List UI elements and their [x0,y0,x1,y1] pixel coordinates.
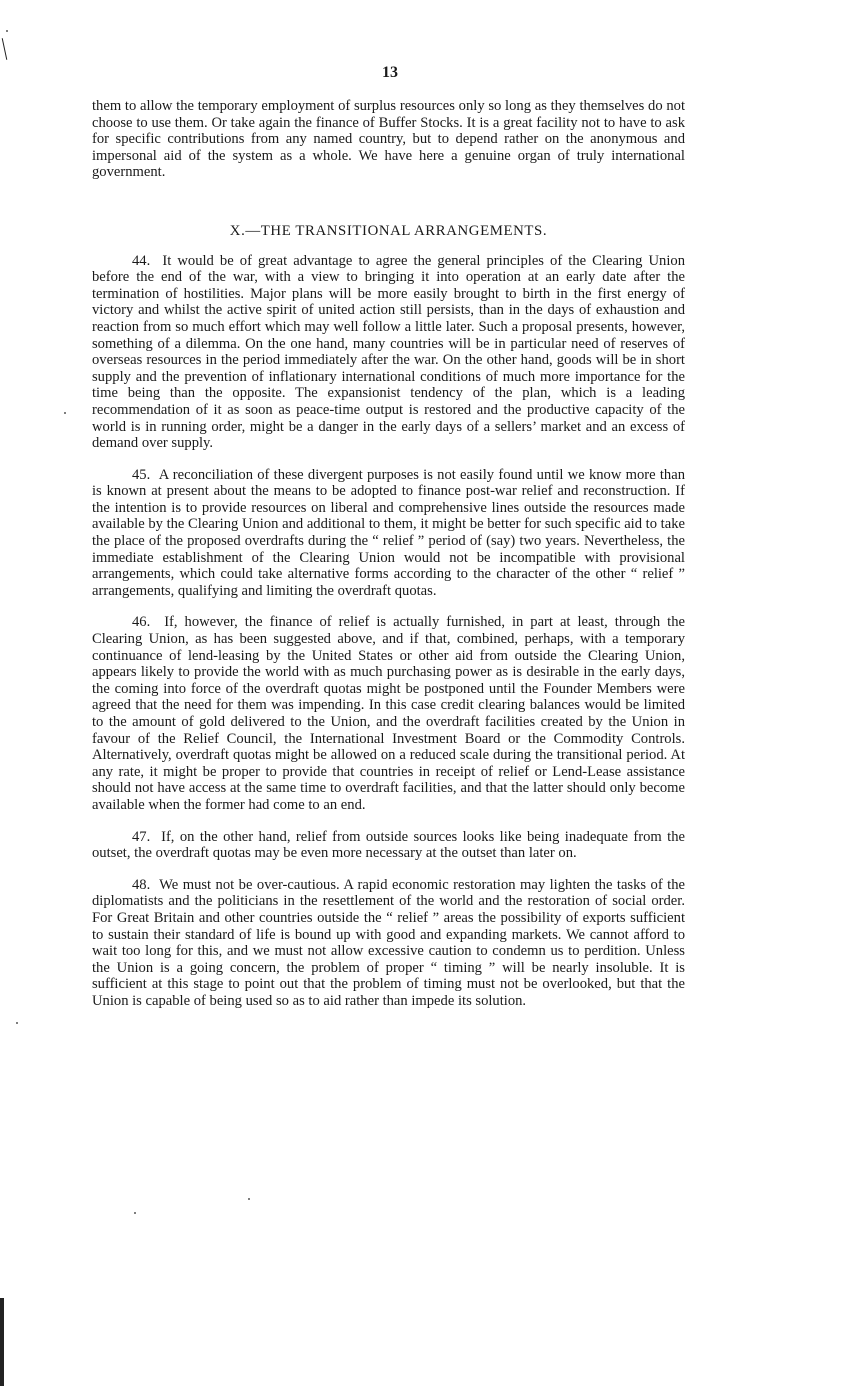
paragraph-number: 45. [132,466,151,483]
paragraph-45 [92,467,685,600]
paragraph-text: We must not be over-cautious. A rapid economic restoration may lighten the tasks of the diplomatists and the politicians in the resettlement of the world and the restoration of social order. For Great Britain and other countries outside the “ relief ” areas the possibility of exports sufficient to sustain their standard of life is bound up with good and expanding markets. We cannot afford to wait too long for this, and we must not allow excessive caution to condemn us to perdition. Unless the Union is a going concern, the problem of proper “ timing ” will be nearly insoluble. It is sufficient at this stage to point out that the problem of timing must not be overlooked, but that the Union is capable of being used so as to aid rather than impede its solution. [92,876,685,1009]
section-heading: X.—THE TRANSITIONAL ARRANGEMENTS. [229,222,548,239]
paragraph-text: It would be of great advantage to agree the general principles of the Clearing Union before the end of the war, with a view to bringing it into operation at an early date after the termination of hostilities. Major plans will be more easily brought to birth in the first energy of victory and whilst the active spirit of united action still persists, than in the days of exhaustion and reaction from so much effort which may well follow a little later. Such a proposal presents, however, something of a dilemma. On the one hand, many countries will be in particular need of reserves of overseas resources in the period immediately after the war. On the other hand, goods will be in short supply and the prevention of inflationary international conditions of much more importance for the time being than the opposite. The expansionist tendency of the plan, which is a leading recommendation of it as soon as peace-time output is restored and the productive capacity of the world is in running order, might be a danger in the early days of a sellers’ market and an excess of demand over supply. [92,252,685,452]
document-body [92,98,685,1025]
scan-speck [64,412,66,414]
paragraph-number: 48. [132,876,151,893]
scan-speck [6,30,8,32]
scan-speck [248,1198,250,1200]
scan-edge-mark [0,1298,4,1386]
paragraph-44 [92,253,685,452]
paragraph-text: If, however, the finance of relief is actually furnished, in part at least, through the Clearing Union, as has been suggested above, and if that, combined, perhaps, with a temporary continuance of lend-leasing by the United States or other aid from outside the Clearing Union, appears likely to provide the world with as much purchasing power as is desirable in the early days, the coming into force of the overdraft quotas might be postponed until the Founder Members were agreed that the need for them was impending. In this case credit clearing balances would be limited to the amount of gold delivered to the Union, and the overdraft facilities created by the Union in favour of the Relief Council, the International Investment Board or the Commodity Controls. Alternatively, overdraft quotas might be allowed on a reduced scale during the transitional period. At any rate, it might be proper to provide that countries in receipt of relief or Lend-Lease assistance should not have access at the same time to overdraft facilities, and that the latter should only become available when the former had come to an end. [92,614,685,813]
paragraph-46 [92,614,685,813]
paragraph-text: If, on the other hand, relief from outside sources looks like being inadequate from the outset, the overdraft quotas may be even more necessary at the outset than later on. [92,828,686,862]
continued-paragraph: them to allow the temporary employment of surplus resources only so long as they themselves do not choose to use them. Or take again the finance of Buffer Stocks. It is a great facility not to have to ask for specific contributions from any named country, but to depend rather on the anonymous and impersonal aid of the system as a whole. We have here a genuine organ of truly international government. [92,98,685,181]
page-number: 13 [382,64,398,81]
paragraph-number: 44. [132,252,151,269]
scan-speck [134,1212,136,1214]
paragraph-48 [92,877,685,1010]
paragraph-number: 46. [132,614,151,631]
scan-speck [16,1022,18,1024]
paragraph-number: 47. [132,828,151,845]
scan-edge-mark [2,38,8,60]
paragraph-47 [92,829,685,862]
paragraph-text: A reconciliation of these divergent purposes is not easily found until we know more than is known at present about the means to be adopted to finance post-war relief and reconstruction. If the intention is to provide resources on liberal and comprehensive lines outside the resources made available by the Clearing Union and additional to them, it might be better for such specific aid to take the place of the proposed overdrafts during the “ relief ” period of (say) two years. Nevertheless, the immediate establishment of the Clearing Union would not be incompatible with provisional arrangements, which could take alternative forms according to the character of the other “ relief ” arrangements, qualifying and limiting the overdraft quotas. [92,466,685,599]
